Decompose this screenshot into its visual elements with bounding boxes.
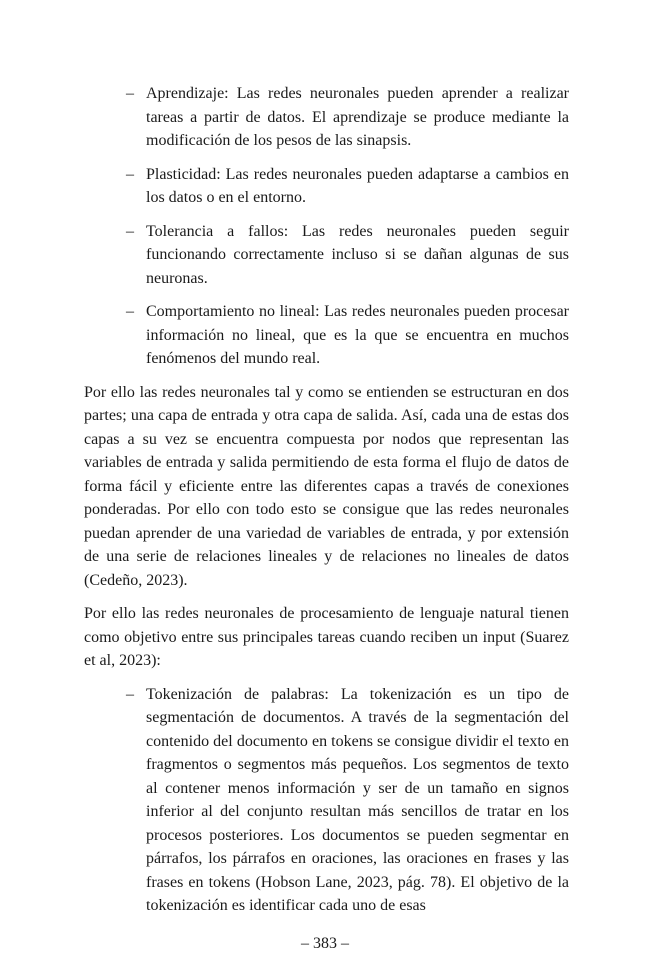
list-item-text: Tokenización de palabras: La tokenización es un tipo de segmentación de documentos. A través de la segmentación del contenido del documento en tokens se consigue dividir el texto en fragmentos o segmentos más pequeños. Los segmentos de texto al contener menos información y ser de un tamaño en signos inferior al del conjunto resultan más sencillos de tratar en los procesos posteriores. Los documentos se pueden segmentar en párrafos, los párrafos en oraciones, las oraciones en frases y las frases en tokens (Hobson Lane, 2023, pág. 78). El objetivo de la tokenización es identificar cada uno de esas (146, 685, 569, 914)
list-item-text: Tolerancia a fallos: Las redes neuronales pueden seguir funcionando correctamente incluso si se dañan algunas de sus neuronas. (146, 222, 569, 287)
list-item-text: Comportamiento no lineal: Las redes neuronales pueden procesar información no lineal, que es la que se encuentra en muchos fenómenos del mundo real. (146, 303, 569, 367)
dash-marker: – (126, 165, 134, 183)
characteristics-list (84, 82, 569, 371)
dash-marker: – (126, 222, 134, 240)
list-item (126, 683, 569, 918)
list-item (126, 220, 569, 291)
body-paragraph: Por ello las redes neuronales de procesamiento de lenguaje natural tienen como objetivo entre sus principales tareas cuando reciben un input (Suarez et al, 2023): (84, 605, 569, 669)
page-number: – 383 – (301, 935, 349, 952)
dash-marker: – (126, 303, 134, 320)
list-item (126, 163, 569, 210)
body-paragraph: Por ello las redes neuronales tal y como se entienden se estructuran en dos partes; una capa de entrada y otra capa de salida. Así, cada una de estas dos capas a su vez se encuentra compuesta por nodos que representan las variables de entrada y salida permitiendo de esta forma el flujo de datos de forma fácil y eficiente entre las diferentes capas a través de conexiones ponderadas. Por ello con todo esto se consigue que las redes neuronales puedan aprender de una variedad de variables de entrada, y por extensión de una serie de relaciones lineales y de relaciones no lineales de datos (Cedeño, 2023). (84, 383, 569, 589)
dash-marker: – (126, 685, 134, 703)
dash-marker: – (126, 85, 134, 102)
list-item-text: Plasticidad: Las redes neuronales pueden adaptarse a cambios en los datos o en el entorno. (146, 165, 569, 206)
list-item (126, 300, 569, 371)
list-item-text: Aprendizaje: Las redes neuronales pueden aprender a realizar tareas a partir de datos. El aprendizaje se produce mediante la modificación de los pesos de las sinapsis. (146, 85, 569, 149)
page-body (84, 82, 569, 928)
tasks-list (84, 683, 569, 918)
list-item (126, 82, 569, 153)
